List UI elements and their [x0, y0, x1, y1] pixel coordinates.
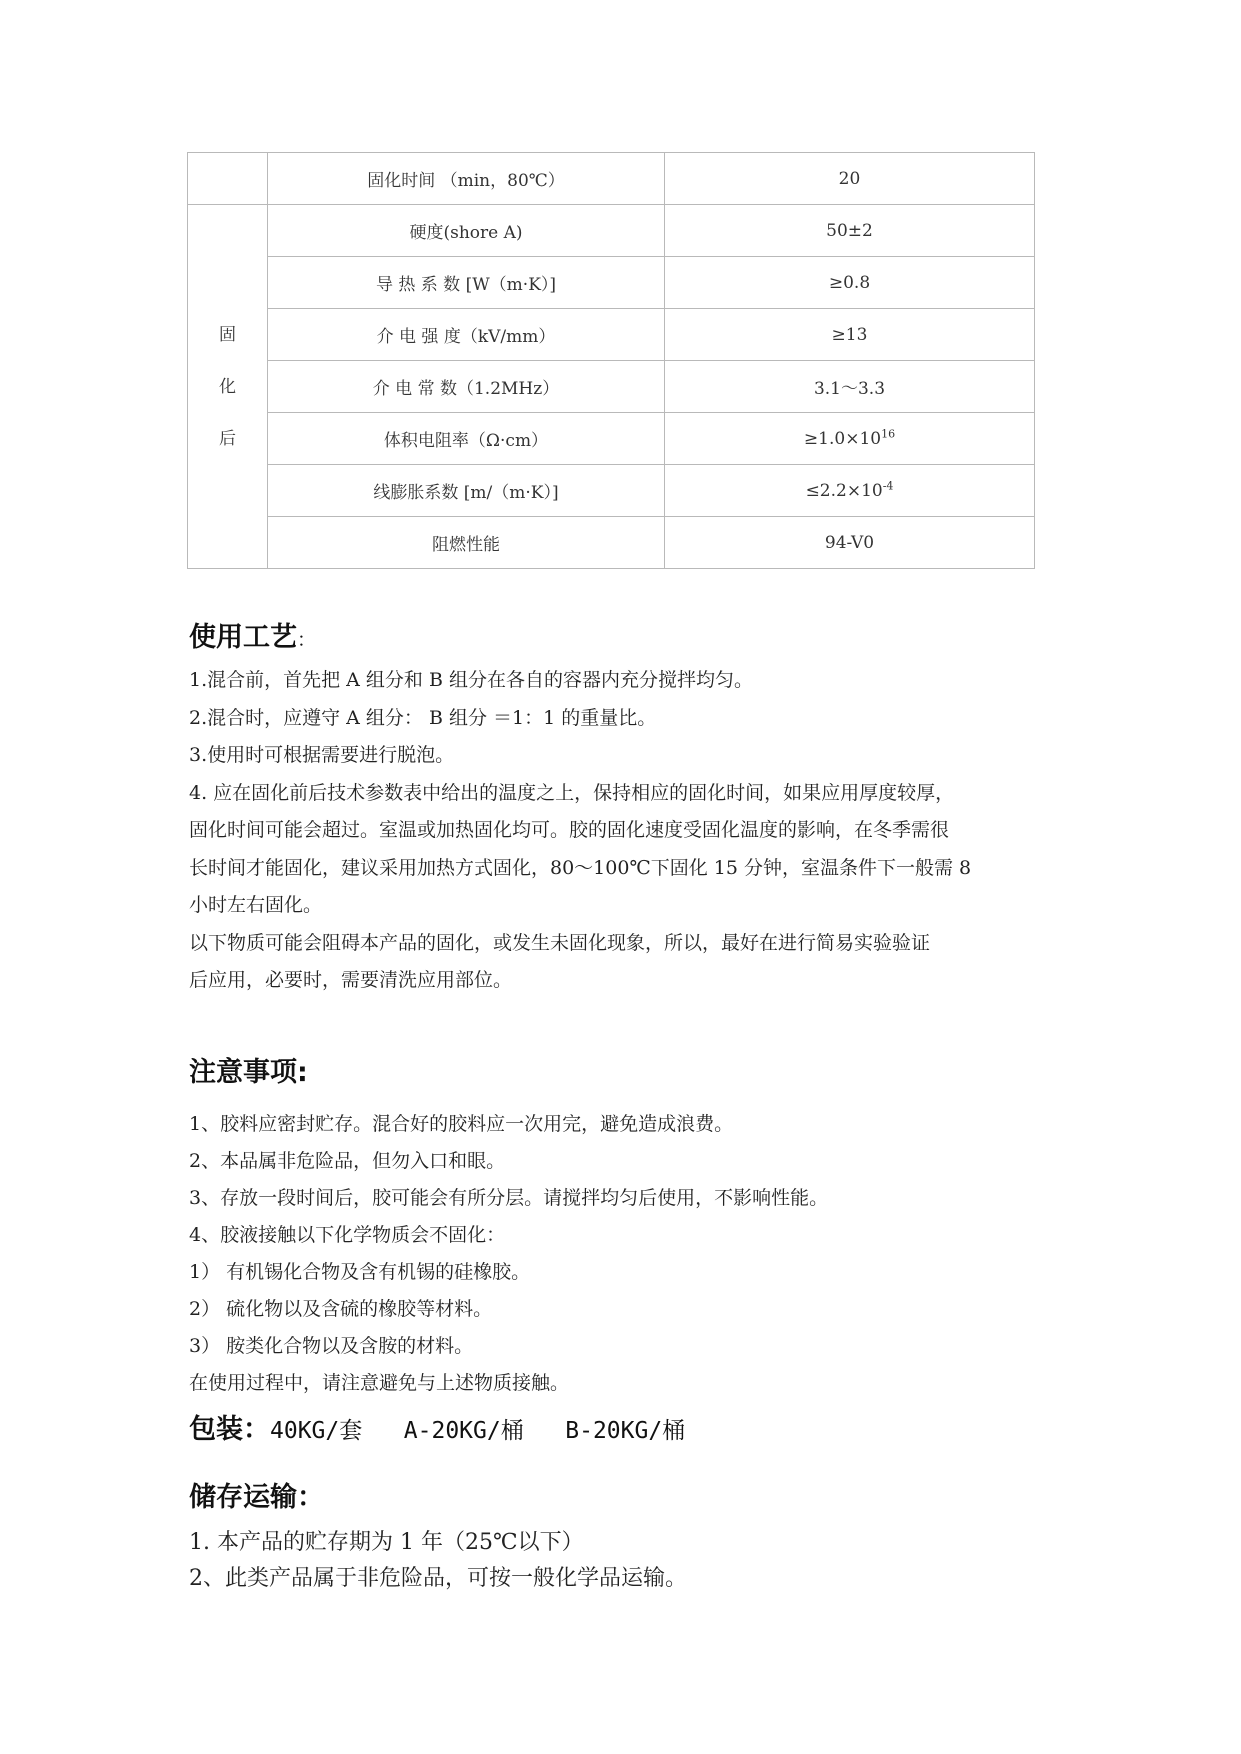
- group-label-char: 固: [219, 324, 236, 345]
- storage-section: [189, 1525, 687, 1597]
- value-cell: 50±2: [665, 205, 1035, 257]
- notes-line: 4、胶液接触以下化学物质会不固化：: [189, 1224, 506, 1246]
- value-cell: ≥0.8: [665, 257, 1035, 309]
- property-cell: 导 热 系 数 [W（m·K）]: [268, 257, 665, 309]
- notes-line: 2） 硫化物以及含硫的橡胶等材料。: [189, 1298, 493, 1320]
- usage-heading-colon: ：: [297, 629, 317, 651]
- property-cell: 线膨胀系数 [m/（m·K）]: [268, 465, 665, 517]
- notes-line: 在使用过程中，请注意避免与上述物质接触。: [189, 1372, 570, 1394]
- value-cell: ≥13: [665, 309, 1035, 361]
- group-cell-empty: [188, 153, 268, 205]
- usage-line: 长时间才能固化，建议采用加热方式固化，80～100℃下固化 15 分钟，室温条件下一般需 8: [189, 856, 972, 879]
- group-label-char: 后: [219, 428, 236, 449]
- property-cell: 固化时间 （min，80℃）: [268, 153, 665, 205]
- value-base: ≤2.2×10: [805, 480, 883, 501]
- cured-group-label: [188, 205, 268, 569]
- group-label-char: 化: [219, 376, 236, 397]
- table-row: [188, 153, 1035, 205]
- value-exponent: -4: [882, 478, 894, 492]
- property-cell: 介 电 强 度（kV/mm）: [268, 309, 665, 361]
- property-cell: 硬度(shore A): [268, 205, 665, 257]
- notes-line: 2、本品属非危险品，但勿入口和眼。: [189, 1150, 506, 1172]
- packaging-heading: [189, 1407, 685, 1446]
- table-row: [188, 517, 1035, 569]
- usage-line: 固化时间可能会超过。室温或加热固化均可。胶的固化速度受固化温度的影响，在冬季需很: [189, 819, 950, 841]
- property-cell: 阻燃性能: [268, 517, 665, 569]
- table-row: [188, 257, 1035, 309]
- usage-line: 3.使用时可根据需要进行脱泡。: [189, 744, 455, 766]
- property-cell: 介 电 常 数（1.2MHz）: [268, 361, 665, 413]
- usage-line: 后应用，必要时，需要清洗应用部位。: [189, 969, 513, 991]
- value-cell: 3.1～3.3: [665, 361, 1035, 413]
- table-row: [188, 361, 1035, 413]
- table-row: [188, 205, 1035, 257]
- packaging-heading-text: 包装：: [189, 1414, 270, 1445]
- notes-line: 3） 胺类化合物以及含胺的材料。: [189, 1335, 474, 1357]
- spec-table: [187, 152, 1035, 569]
- usage-section: [189, 662, 1059, 1000]
- usage-line: 以下物质可能会阻碍本产品的固化，或发生未固化现象，所以，最好在进行简易实验验证: [189, 931, 931, 954]
- notes-heading: 注意事项:: [189, 1057, 308, 1088]
- table-row: [188, 413, 1035, 465]
- value-exponent: 16: [881, 426, 896, 440]
- usage-line: 小时左右固化。: [189, 894, 323, 916]
- packaging-text: 40KG/套 A-20KG/桶 B-20KG/桶: [270, 1418, 686, 1444]
- table-row: [188, 465, 1035, 517]
- storage-line: 2、此类产品属于非危险品，可按一般化学品运输。: [189, 1566, 687, 1591]
- usage-line: 2.混合时，应遵守 A 组分： B 组分 ＝1：1 的重量比。: [189, 706, 657, 729]
- value-cell: 20: [665, 153, 1035, 205]
- notes-section: [189, 1106, 828, 1402]
- value-cell: 94-V0: [665, 517, 1035, 569]
- property-cell: 体积电阻率（Ω·cm）: [268, 413, 665, 465]
- usage-line: 1.混合前，首先把 A 组分和 B 组分在各自的容器内充分搅拌均匀。: [189, 669, 753, 691]
- usage-heading: [189, 615, 316, 654]
- usage-line: 4. 应在固化前后技术参数表中给出的温度之上，保持相应的固化时间，如果应用厚度较厚，: [189, 781, 955, 804]
- usage-heading-text: 使用工艺: [189, 622, 297, 653]
- storage-heading: 储存运输：: [189, 1482, 324, 1513]
- storage-line: 1. 本产品的贮存期为 1 年（25℃以下）: [189, 1530, 584, 1555]
- value-cell: [665, 413, 1035, 465]
- notes-line: 1、胶料应密封贮存。混合好的胶料应一次用完，避免造成浪费。: [189, 1113, 734, 1135]
- value-base: ≥1.0×10: [803, 428, 882, 449]
- value-cell: [665, 465, 1035, 517]
- notes-line: 1） 有机锡化合物及含有机锡的硅橡胶。: [189, 1261, 531, 1283]
- notes-line: 3、存放一段时间后，胶可能会有所分层。请搅拌均匀后使用，不影响性能。: [189, 1187, 829, 1209]
- table-row: [188, 309, 1035, 361]
